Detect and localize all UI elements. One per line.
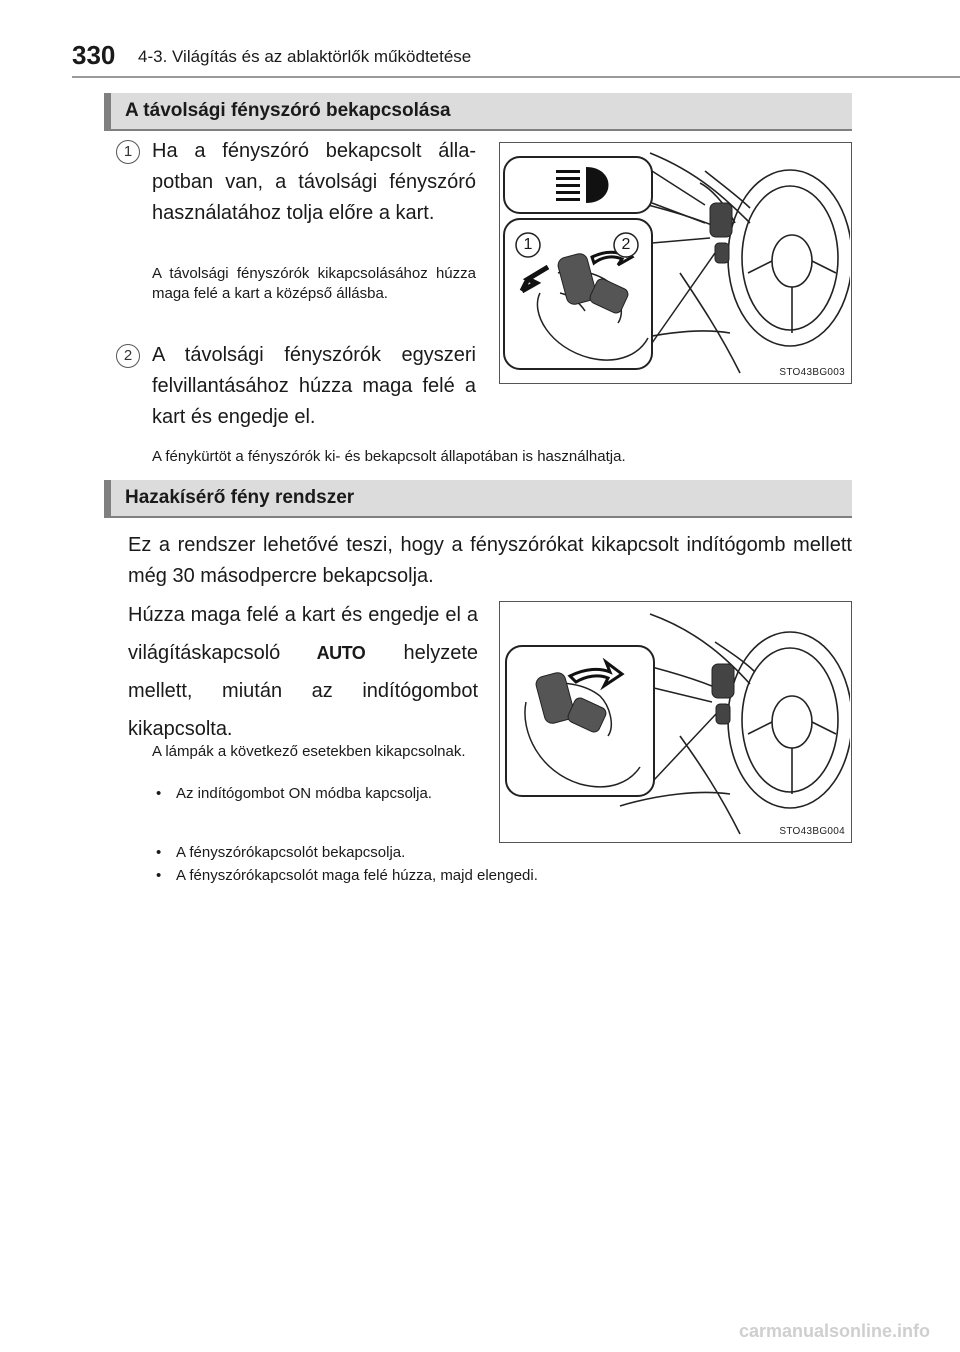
chapter-title: 4-3. Világítás és az ablaktörlők működtetése bbox=[138, 47, 472, 66]
auto-position-icon: AUTO bbox=[316, 643, 366, 663]
page-number: 330 bbox=[72, 40, 116, 70]
lever-illustration bbox=[500, 602, 850, 841]
instruction-part-1: Húzza maga felé a kart és engedje el a világításkapcsoló bbox=[128, 604, 478, 664]
step-1-text: Ha a fényszóró bekapcsolt állapotban van, a távolsági fényszóró használatához tolja előre a kart. bbox=[152, 140, 476, 224]
section-heading-text: A távolsági fényszóró bekapcsolása bbox=[125, 100, 451, 121]
figure-code: STO43BG003 bbox=[779, 367, 845, 378]
step-number-1: 1 bbox=[116, 140, 140, 164]
step-2-text: A távolsági fényszórók egyszeri felvillantásához húzza maga felé a kart és engedje el. bbox=[152, 344, 476, 428]
step-number-2: 2 bbox=[116, 344, 140, 368]
step-1-note: A távolsági fényszórók kikapcsolásához húzza maga felé a kart a középső állásba. bbox=[152, 265, 476, 302]
header-rule bbox=[72, 76, 960, 78]
figure-code: STO43BG004 bbox=[779, 826, 845, 837]
lights-off-note: A lámpák a következő esetekben kikapcsolnak. bbox=[152, 743, 466, 760]
instruction-part-2: helyzete mellett, miután az indítógombot kikapcsolta. bbox=[128, 642, 479, 740]
flash-note: A fénykürtöt a fényszórók ki- és bekapcsolt állapotában is használhatja. bbox=[152, 448, 626, 465]
bullet-item: • A fényszórókapcsolót bekapcsolja. bbox=[156, 844, 406, 861]
figure-follow-me-home-lever bbox=[499, 601, 852, 843]
page-header bbox=[0, 0, 960, 80]
lever-illustration bbox=[500, 143, 850, 382]
watermark: carmanualsonline.info bbox=[738, 1321, 930, 1341]
section-heading-follow-me-home bbox=[104, 480, 852, 518]
section-2-intro: Ez a rendszer lehetővé teszi, hogy a fényszórókat kikapcsolt indítógomb mellett még 30 másodpercre bekapcsolja. bbox=[128, 534, 852, 587]
section-heading-text: Hazakísérő fény rendszer bbox=[125, 487, 355, 508]
figure-high-beam-lever bbox=[499, 142, 852, 384]
section-heading-high-beam bbox=[104, 93, 852, 131]
bullet-item: • A fényszórókapcsolót maga felé húzza, majd elengedi. bbox=[156, 867, 538, 884]
bullet-item: • Az indítógombot ON módba kapcsolja. bbox=[156, 785, 432, 802]
section-2-instruction bbox=[128, 596, 478, 748]
callout-1-label: 1 bbox=[523, 236, 533, 253]
callout-2-label: 2 bbox=[621, 236, 631, 253]
